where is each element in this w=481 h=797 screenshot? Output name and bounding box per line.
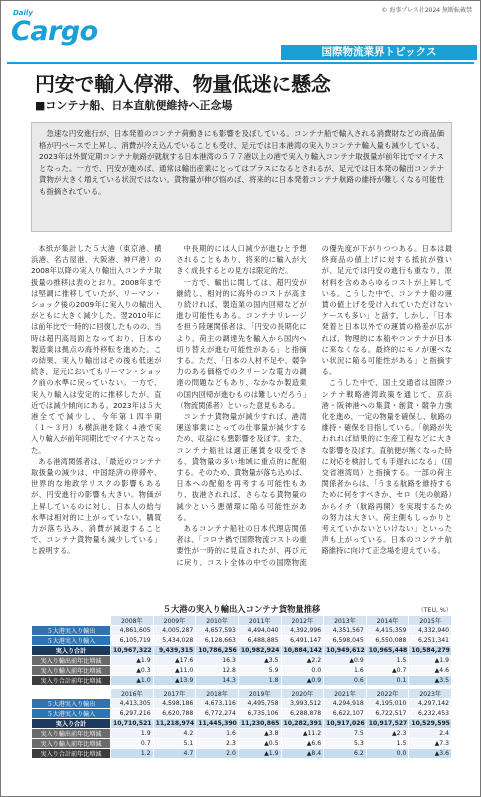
- table-cell: 6,622,107: [324, 709, 367, 719]
- table-row: [32, 656, 452, 666]
- container-volume-table: [31, 615, 452, 759]
- body-paragraph: コンテナ貨物量が減少すれば、港湾運送事業にとっての仕事量が減少するため、収益にも悪影響を及ぼす。また、コンテナ船社は適正運賃を収受できる、貨物量の多い地域に重点的に配船する。そのため、貨物量が落ち込めば、日本への配船を再考する可能性もあり、抜港されれば、さらなる貨物量の減少という悪循環に陥る可能性がある。: [176, 412, 307, 522]
- year-header: 2011年: [238, 616, 281, 626]
- table-cell: 6,620,788: [153, 709, 196, 719]
- row-label: 実入り合計: [32, 646, 111, 656]
- year-header: 2010年: [196, 616, 239, 626]
- table-cell: 4,673,116: [196, 699, 239, 709]
- table-cell: 4.7: [153, 749, 196, 759]
- table-cell: 1.5: [366, 739, 409, 749]
- table-cell: ▲1.9: [238, 749, 281, 759]
- table-cell: 6,598,045: [324, 636, 367, 646]
- table-cell: 2.4: [409, 729, 452, 739]
- table-cell: 4,413,305: [111, 699, 154, 709]
- table-cell: 1.9: [111, 729, 154, 739]
- table-cell: 1.8: [238, 676, 281, 686]
- table-cell: ▲3.6: [409, 749, 452, 759]
- table-cell: 4,005,287: [153, 626, 196, 636]
- table-cell: 4,861,605: [111, 626, 154, 636]
- table-cell: 3,993,512: [281, 699, 324, 709]
- table-cell: 10,965,448: [366, 646, 409, 656]
- year-header: 2017年: [153, 689, 196, 699]
- body-paragraph: ある港湾関係者は、「最近のコンテナ取扱量の減少は、中国経済の停滞や、世界的な地政学リスクの影響もあるが、円安進行の影響も大きい。物価が上昇しているのに対し、日本人の給与水準は相対的に上がっていない。購買力が落ち込み、消費が減退することで、コンテナ貨物量も減少している」と説明する。: [31, 456, 162, 556]
- table-cell: ▲4.6: [409, 666, 452, 676]
- year-header: 2016年: [111, 689, 154, 699]
- body-paragraph: こうした中で、国土交通省は国際コンテナ戦略港湾政策を通じて、京浜港・阪神港への集貨・創貨・競争力強化を進め、一定の物量を確保し、航路の維持・確保を目指している。「航路が失われれば結果的に生産工程などに大きな影響を及ぼす。直航便が無くなった時に対応を検討しても手遅れになる」（国交省港湾局）と指摘する。一部の荷主関係者からは、「うまる航路を維持するために何をすべきか、セロ（先の航路）からイチ（航路再開）を実現するための努力は大きい。荷主側もしっかりと考えていかないといけない」といった声も上がっている。日本のコンテナ航路維持に向けて正念場を迎えている。: [321, 378, 452, 556]
- table-cell: 5.3: [324, 739, 367, 749]
- year-header: 2009年: [153, 616, 196, 626]
- row-label: 実入り輸出前年比増減: [32, 729, 111, 739]
- table-row: [32, 676, 452, 686]
- table-cell: 6,297,216: [111, 709, 154, 719]
- row-label: ５大港実入り輸出: [32, 699, 111, 709]
- table-cell: 6,128,663: [196, 636, 239, 646]
- table-cell: 10,282,391: [281, 719, 324, 729]
- table-header-row: [32, 616, 452, 626]
- year-header: 2023年: [409, 689, 452, 699]
- table-corner-cell: [32, 689, 111, 699]
- category-banner: 国際物流業界トピックス: [281, 45, 477, 60]
- table-cell: 0.0: [366, 749, 409, 759]
- table-cell: ▲11.2: [281, 729, 324, 739]
- table-title: [31, 603, 452, 615]
- header-divider: [7, 62, 474, 64]
- table-cell: 6,491,147: [281, 636, 324, 646]
- table-body: [32, 616, 452, 759]
- logo-cargo-text: Cargo: [11, 16, 98, 47]
- table-cell: 2.3: [196, 739, 239, 749]
- table-cell: ▲1.9: [409, 656, 452, 666]
- table-cell: 6,251,341: [409, 636, 452, 646]
- table-cell: 4,297,142: [409, 699, 452, 709]
- table-cell: 4,392,996: [281, 626, 324, 636]
- table-cell: 0.0: [281, 666, 324, 676]
- table-unit: （TEU, %）: [417, 607, 452, 614]
- row-label: 実入り合計前年比増減: [32, 676, 111, 686]
- table-cell: ▲13.9: [153, 676, 196, 686]
- table-cell: 11,218,974: [153, 719, 196, 729]
- table-cell: 6,722,517: [366, 709, 409, 719]
- article-body: [31, 243, 452, 597]
- table-row: [32, 699, 452, 709]
- daily-cargo-logo: [11, 9, 98, 46]
- table-cell: ▲3.5: [409, 676, 452, 686]
- table-cell: 10,710,521: [111, 719, 154, 729]
- logo-daily-text: Daily: [13, 9, 33, 17]
- table-cell: 10,529,595: [409, 719, 452, 729]
- table-cell: 2.0: [196, 749, 239, 759]
- table-cell: 10,917,026: [324, 719, 367, 729]
- table-cell: 5,434,028: [153, 636, 196, 646]
- table-cell: 6,550,088: [366, 636, 409, 646]
- year-header: 2020年: [281, 689, 324, 699]
- row-label: 実入り輸入前年比増減: [32, 666, 111, 676]
- table-cell: 6,488,885: [238, 636, 281, 646]
- table-cell: 0.1: [366, 676, 409, 686]
- table-cell: 12.8: [196, 666, 239, 676]
- table-row: [32, 709, 452, 719]
- table-cell: 4,657,593: [196, 626, 239, 636]
- article-headline: 円安で輸入停滞、物量低迷に懸念: [35, 72, 331, 96]
- stats-table-section: [31, 603, 452, 759]
- table-cell: 4,415,359: [366, 626, 409, 636]
- table-cell: ▲2.2: [281, 656, 324, 666]
- table-cell: 1.5: [366, 656, 409, 666]
- table-cell: 4,351,567: [324, 626, 367, 636]
- table-cell: 6,735,106: [238, 709, 281, 719]
- table-cell: 10,967,322: [111, 646, 154, 656]
- table-cell: 6,288,878: [281, 709, 324, 719]
- table-cell: 10,917,527: [366, 719, 409, 729]
- table-cell: 4.2: [153, 729, 196, 739]
- table-cell: 4,494,040: [238, 626, 281, 636]
- row-label: 実入り合計: [32, 719, 111, 729]
- body-paragraph: 中長期的には人口減少が進むと予想されることもあり、将来的に輸入が大きく成長するとの見方は限定的だ。: [176, 244, 307, 276]
- row-label: 実入り輸入前年比増減: [32, 739, 111, 749]
- row-label: 実入り合計前年比増減: [32, 749, 111, 759]
- table-cell: 11,445,390: [196, 719, 239, 729]
- table-cell: ▲1.0: [111, 676, 154, 686]
- table-cell: 1.2: [111, 749, 154, 759]
- table-cell: ▲0.9: [324, 656, 367, 666]
- year-header: 2018年: [196, 689, 239, 699]
- table-cell: 4,332,940: [409, 626, 452, 636]
- table-cell: ▲0.5: [238, 739, 281, 749]
- table-cell: 4,195,010: [366, 699, 409, 709]
- table-cell: 6.2: [324, 749, 367, 759]
- table-row: [32, 729, 452, 739]
- table-cell: 9,439,315: [153, 646, 196, 656]
- body-paragraph: 本紙が集計した５大港（東京港、横浜港、名古屋港、大阪港、神戸港）の2008年以降の実入り輸出入コンテナ取扱量の推移は表のとおり。2008年までは堅調に推移していたが、リーマン・ショック後の2009年に実入りの輸出入がともに大きく減少した。翌2010年には前年比で一時的に回復したものの、当時は超円高局面となっており、日本の製造業は拠点の海外移転を進めた。この結果、実入り輸出はその後も低迷が続き、足元においてもリーマン・ショック前の水準に戻っていない。一方で、実入り輸入は安定的に推移したが、直近では減少傾向にある。2023年は５大港全てで減少し、今年第１四半期（１〜３月）も横浜港を除く４港で実入り輸入が前年同期比でマイナスとなった。: [31, 244, 162, 455]
- table-cell: 5.1: [153, 739, 196, 749]
- table-cell: ▲17.6: [153, 656, 196, 666]
- article-subheadline: ■コンテナ船、日本直航便維持へ正念場: [35, 99, 233, 112]
- table-cell: 5.9: [238, 666, 281, 676]
- table-cell: ▲11.0: [153, 666, 196, 676]
- year-header: 2021年: [324, 689, 367, 699]
- body-paragraph: 一方で、輸出に関しては、超円安が継続し、相対的に海外のコストが高まり続ければ、製造業の国内回帰などが進む可能性もある。コンテナリレージを担う陸運関係者は、「円安の長期化により、荷主の調達先を輸入から国内へ切り替えが進む可能性がある」と指摘する。ただ、「日本の人材不足や、競争力のある価格でのクリーンな電力の調達の問題などもあり、なかなか製造業の国内回帰が進むものは難しいだろう」（物流関係者）といった意見もある。: [176, 277, 307, 410]
- table-cell: ▲3.8: [238, 729, 281, 739]
- year-header: 2015年: [409, 616, 452, 626]
- table-cell: 14.3: [196, 676, 239, 686]
- year-header: 2013年: [324, 616, 367, 626]
- table-cell: 10,584,279: [409, 646, 452, 656]
- table-cell: ▲2.3: [366, 729, 409, 739]
- year-header: 2008年: [111, 616, 154, 626]
- row-label: ５大港実入り輸出: [32, 626, 111, 636]
- table-cell: ▲0.7: [366, 666, 409, 676]
- year-header: 2019年: [238, 689, 281, 699]
- table-cell: 6,772,274: [196, 709, 239, 719]
- table-header-row: [32, 689, 452, 699]
- table-row: [32, 666, 452, 676]
- table-row: [32, 739, 452, 749]
- year-header: 2014年: [366, 616, 409, 626]
- table-row: [32, 636, 452, 646]
- table-cell: ▲0.3: [111, 666, 154, 676]
- table-cell: 0.7: [111, 739, 154, 749]
- table-row: [32, 626, 452, 636]
- table-cell: 1.6: [324, 666, 367, 676]
- table-cell: 6,232,453: [409, 709, 452, 719]
- table-cell: ▲0.9: [281, 676, 324, 686]
- copyright-notice: © 海事プレス社2024 無断転載禁: [381, 7, 472, 14]
- year-header: 2012年: [281, 616, 324, 626]
- table-cell: 0.6: [324, 676, 367, 686]
- table-cell: 10,949,612: [324, 646, 367, 656]
- year-header: 2022年: [366, 689, 409, 699]
- table-row: [32, 719, 452, 729]
- table-cell: 4,294,918: [324, 699, 367, 709]
- row-label: 実入り輸出前年比増減: [32, 656, 111, 666]
- table-row: [32, 646, 452, 656]
- table-cell: 16.3: [196, 656, 239, 666]
- table-cell: 6,105,719: [111, 636, 154, 646]
- table-cell: 10,982,924: [238, 646, 281, 656]
- table-cell: 4,598,186: [153, 699, 196, 709]
- table-cell: 4,495,758: [238, 699, 281, 709]
- table-corner-cell: [32, 616, 111, 626]
- row-label: ５大港実入り輸入: [32, 709, 111, 719]
- article-lead: 急速な円安進行が、日本発着のコンテナ荷動きにも影響を及ぼしている。コンテナ船で輸入される消費財などの商品価格が円ベースで上昇し、消費が冷え込んでいることも受け、足元では日本港湾の実入りコンテナ輸入量も減少している。2023年は外貿定期コンテナ航路が就航する日本港湾の５７７港以上の港で実入り輸入コンテナ取扱量が前年比でマイナスとなった。一方で、円安が進めば、通常は輸出産業にとってはプラスになるとされるが、足元では日本発の輸出コンテナ貨物が大きく増えている状況ではない。貨物量が伸び悩めば、将来的に日本発着コンテナ航路の維持が難しくなる可能性も指摘されている。: [31, 122, 452, 232]
- row-label: ５大港実入り輸入: [32, 636, 111, 646]
- table-cell: 7.5: [324, 729, 367, 739]
- body-paragraph: あるコンテナ船社の日本代理店関係者は、「コロナ禍で国際物流コストの重要性が一時的に見直されたが、再び元に戻り、コスト全体の中での国際物流の優先度が下がりつつある。日本は最終商品の値上げに対する抵抗が強いが、足元では円安の進行も重なり、原材料を含めあらゆるコストが上昇している。こうした中で、コンテナ船の運賃の値上げを受け入れていただけないケースも多い」と話す。しかし、「日本発着と日本以外での運賃の格差が広がれば、物理的に本船やコンテナが日本に来なくなる。最終的にモノが運べない状況に陥る可能性がある」と指摘する。: [176, 244, 452, 567]
- table-cell: ▲1.9: [111, 656, 154, 666]
- table-cell: ▲8.4: [281, 749, 324, 759]
- table-cell: ▲7.3: [409, 739, 452, 749]
- table-cell: ▲3.5: [238, 656, 281, 666]
- table-cell: 11,230,865: [238, 719, 281, 729]
- table-cell: 10,884,142: [281, 646, 324, 656]
- table-cell: 10,786,256: [196, 646, 239, 656]
- table-title-text: ５大港の実入り輸出入コンテナ貨物量推移: [162, 604, 321, 614]
- table-cell: 1.6: [196, 729, 239, 739]
- table-row: [32, 749, 452, 759]
- table-cell: ▲6.6: [281, 739, 324, 749]
